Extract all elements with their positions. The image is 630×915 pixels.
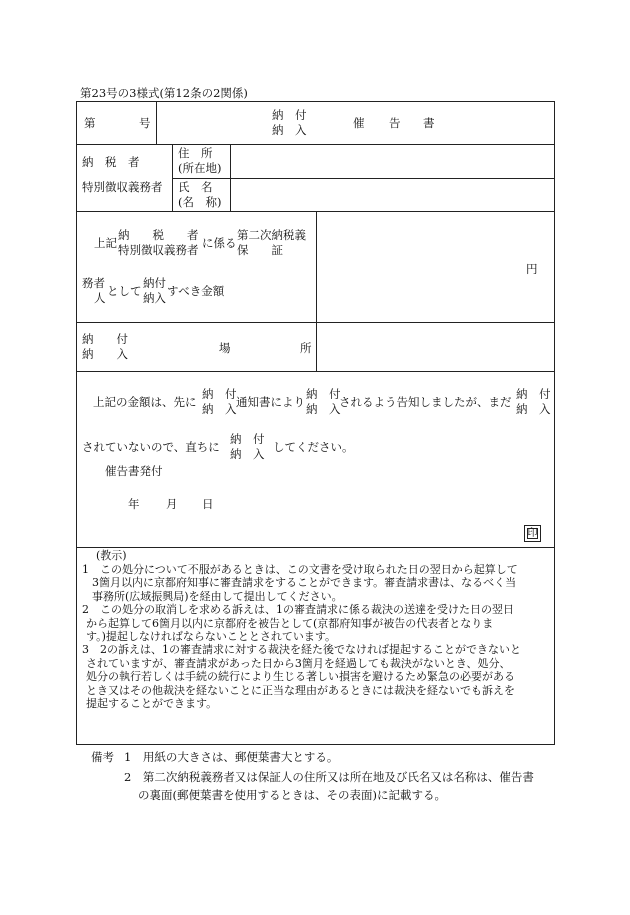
address-field[interactable] (231, 145, 554, 178)
notice-part4: されていないので、直ちに (82, 440, 220, 454)
address-label (178, 146, 221, 176)
place-field[interactable] (317, 323, 554, 371)
address-label-main: 住 所 (178, 146, 213, 160)
amount-kakaru: に係る (202, 236, 237, 250)
amount-tail: すべき金額 (167, 284, 225, 298)
instruction-line: されていますが、審査請求があった日から3箇月を経過しても裁決がないとき、処分、 (86, 656, 511, 670)
title-payment-stack (272, 108, 307, 138)
place-sho: 所 (300, 341, 312, 355)
amount-nin: 人 (94, 290, 106, 305)
notice-stack4-top: 納 付 (230, 432, 265, 446)
notice-part3: されるよう告知しましたが、まだ (339, 395, 512, 409)
notice-part1: 上記の金額は、先に (93, 395, 197, 409)
seal-icon (524, 525, 541, 542)
place-nounyu: 納 入 (82, 346, 128, 361)
instruction-line: 提起することができます。 (86, 697, 218, 711)
amount-special-collector: 特別徴収義務者 (118, 242, 199, 257)
name-label-main: 氏 名 (178, 180, 213, 194)
amount-pay-stack (143, 276, 166, 306)
instruction-body (82, 563, 554, 710)
remarks-label: 備考 (91, 750, 114, 764)
instruction-line: とき又はその他裁決を経ないことに正当な理由があるときには裁決を経ないでも訴えを (86, 683, 515, 697)
amount-nounyu: 納入 (143, 290, 166, 305)
amount-guarantor: 保 証 (237, 242, 283, 257)
amount-toshite: として (107, 284, 142, 298)
place-noufu: 納 付 (82, 332, 128, 346)
place-pay-stack (82, 332, 128, 362)
amount-secondary-taxpayer: 第二次納税義 (237, 228, 306, 242)
instruction-line: 3箇月以内に京都府知事に審査請求をすることができます。審査請求書は、なるべく当 (92, 576, 517, 590)
amount-taxpayer: 納 税 者 (118, 228, 199, 242)
date-day: 日 (202, 497, 214, 511)
amount-field[interactable] (317, 212, 554, 322)
instruction-line: 2 この処分の取消しを求める訴えは、1の審査請求に係る裁決の送達を受けた日の翌日 (82, 603, 514, 617)
remarks-item-1: 1 用紙の大きさは、郵便葉書大とする。 (124, 750, 339, 764)
notice-stack1 (202, 387, 237, 417)
notice-part2: 通知書により (236, 395, 305, 409)
title-sai: 催 (353, 116, 365, 130)
notice-stack1-top: 納 付 (202, 387, 237, 401)
seal-char: 印 (527, 528, 538, 539)
amount-taxpayer-stack (118, 228, 199, 258)
amount-secondary-stack (237, 228, 306, 258)
name-label-sub: (名 称) (178, 194, 222, 209)
amount-unit: 円 (526, 262, 538, 276)
name-field[interactable] (231, 179, 554, 211)
amount-person-stack (82, 276, 106, 306)
notice-stack4 (230, 432, 265, 462)
instruction-line: 1 この処分について不服があるときは、この文書を受け取られた日の翌日から起算して (82, 563, 518, 576)
notice-part5: してください。 (273, 440, 354, 454)
instruction-line: 3 2の訴えは、1の審査請求に対する裁決を経た後でなければ提起することができないと (82, 643, 521, 657)
number-label-dai: 第 (84, 116, 96, 130)
remarks-item-2-line-2: の裏面(郵便葉書を使用するときは、その表面)に記載する。 (138, 788, 446, 802)
place-ba: 場 (219, 341, 231, 355)
form-id: 第23号の3様式(第12条の2関係) (80, 86, 248, 100)
name-label (178, 180, 221, 210)
title-koku: 告 (389, 116, 401, 130)
notice-stack2 (306, 387, 341, 417)
instruction-line: す。)提起しなければならないこととされています。 (86, 630, 337, 644)
remarks-item-2-line-1: 2 第二次納税義務者又は保証人の住所又は所在地及び氏名又は名称は、催告書 (124, 770, 534, 784)
instruction-line: 事務所(広域振興局)を経由して提出してください。 (92, 589, 343, 603)
title-nounyu: 納 入 (272, 122, 307, 137)
notice-stack2-top: 納 付 (306, 387, 341, 401)
notice-stack4-bottom: 納 入 (230, 446, 265, 461)
instruction-heading: (教示) (96, 549, 127, 562)
instruction-line: 処分の執行若しくは手続の続行により生じる著しい損害を避けるため緊急の必要がある (86, 670, 515, 684)
taxpayer-label: 納 税 者 (82, 155, 140, 169)
amount-noufu: 納付 (143, 276, 166, 290)
date-year: 年 (128, 497, 140, 511)
special-collector-label: 特別徴収義務者 (82, 180, 163, 194)
instruction-line: から起算して6箇月以内に京都府を被告として(京都府知事が被告の代表者となりま (86, 616, 494, 630)
number-label-go: 号 (139, 116, 151, 130)
date-month: 月 (166, 497, 178, 511)
amount-prefix: 上記 (94, 236, 117, 250)
title-sho: 書 (423, 116, 435, 130)
title-noufu: 納 付 (272, 108, 307, 122)
notice-stack2-bottom: 納 入 (306, 401, 341, 416)
notice-stack3-bottom: 納 入 (516, 401, 551, 416)
amount-gimusha: 務者 (82, 276, 105, 290)
notice-stack1-bottom: 納 入 (202, 401, 237, 416)
notice-stack3-top: 納 付 (516, 387, 551, 401)
issue-label: 催告書発付 (105, 464, 163, 478)
address-label-sub: (所在地) (178, 160, 222, 175)
notice-stack3 (516, 387, 551, 417)
